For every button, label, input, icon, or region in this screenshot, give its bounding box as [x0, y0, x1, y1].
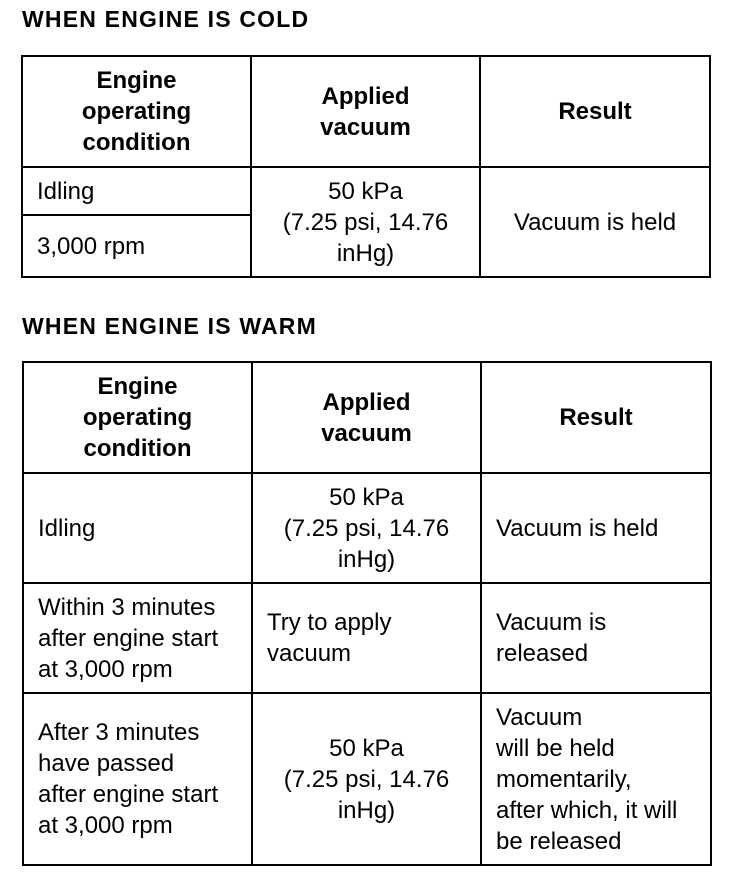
condition-cell: Within 3 minutes after engine start at 3,000 rpm — [23, 583, 252, 693]
table-row — [23, 473, 711, 583]
cold-section-heading: WHEN ENGINE IS COLD — [22, 6, 310, 32]
condition-cell: Idling — [22, 167, 251, 215]
applied-vacuum-cell: 50 kPa (7.25 psi, 14.76 inHg) — [251, 167, 480, 277]
header-applied-vacuum: Applied vacuum — [252, 362, 481, 473]
warm-section-heading: WHEN ENGINE IS WARM — [22, 313, 317, 339]
table-row — [22, 167, 710, 215]
applied-vacuum-cell: Try to apply vacuum — [252, 583, 481, 693]
header-result: Result — [480, 56, 710, 167]
warm-engine-table — [22, 361, 712, 866]
header-applied-vacuum: Applied vacuum — [251, 56, 480, 167]
result-cell: Vacuum will be held momentarily, after which, it will be released — [481, 693, 711, 865]
header-engine-operating-condition: Engine operating condition — [22, 56, 251, 167]
condition-cell: 3,000 rpm — [22, 215, 251, 277]
condition-cell: Idling — [23, 473, 252, 583]
applied-vacuum-cell: 50 kPa (7.25 psi, 14.76 inHg) — [252, 473, 481, 583]
result-cell: Vacuum is held — [481, 473, 711, 583]
table-header-row — [22, 56, 710, 167]
header-engine-operating-condition: Engine operating condition — [23, 362, 252, 473]
applied-vacuum-cell: 50 kPa (7.25 psi, 14.76 inHg) — [252, 693, 481, 865]
header-result: Result — [481, 362, 711, 473]
table-header-row — [23, 362, 711, 473]
result-cell: Vacuum is held — [480, 167, 710, 277]
result-cell: Vacuum is released — [481, 583, 711, 693]
table-row — [23, 693, 711, 865]
condition-cell: After 3 minutes have passed after engine start at 3,000 rpm — [23, 693, 252, 865]
table-row — [23, 583, 711, 693]
cold-engine-table — [21, 55, 711, 278]
